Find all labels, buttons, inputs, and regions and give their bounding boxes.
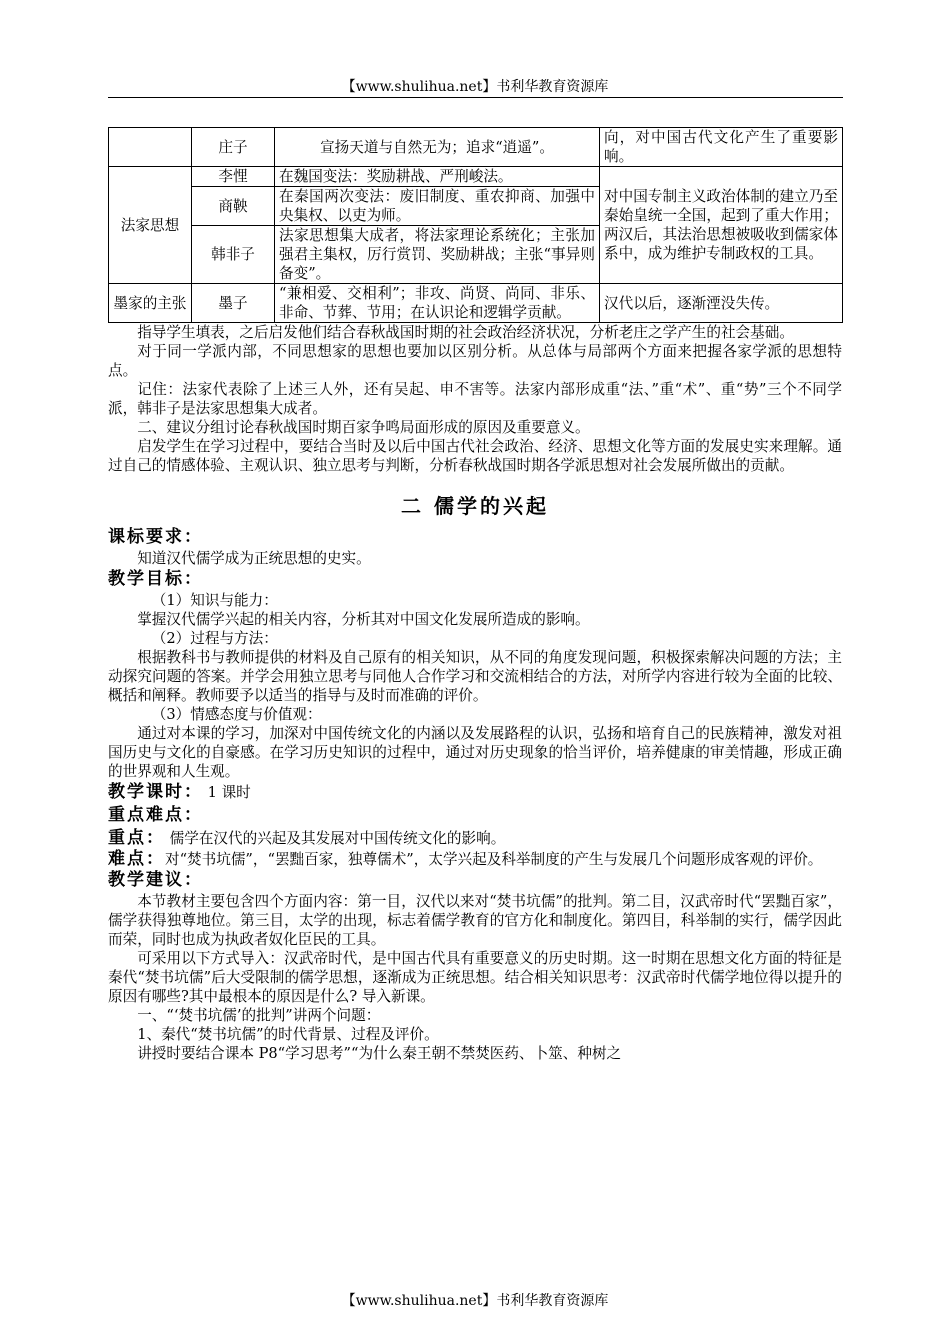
philosophy-table [108,127,843,323]
idea-cell: “兼相爱、交相利”；非攻、尚贤、尚同、非乐、非命、节葬、节用；在认识论和逻辑学贡献。 [275,284,600,323]
paragraph: 指导学生填表，之后启发他们结合春秋战国时期的社会政治经济状况，分析老庄之学产生的社会基础。 [137,324,794,341]
person-cell: 韩非子 [192,226,275,284]
person-cell: 庄子 [192,128,275,167]
heading-advice: 教学建议： [108,870,203,890]
paragraph: 一、“‘焚书坑儒’的批判”讲两个问题： [137,1007,381,1024]
table-row [109,284,843,323]
goal-label: （1）知识与能力： [151,592,278,609]
school-cell [109,128,192,167]
table-row [109,128,843,167]
key-text: 儒学在汉代的兴起及其发展对中国传统文化的影响。 [169,830,506,847]
person-cell: 墨子 [192,284,275,323]
heading-goals: 教学目标： [108,569,203,589]
paragraph: 启发学生在学习过程中，要结合当时及以后中国古代社会政治、经济、思想文化等方面的发展史实来理解。通过自己的情感体验、主观认识、独立思考与判断，分析春秋战国时期各学派思想对社会发展所做出的贡献。 [108,438,842,474]
paragraph: 通过对本课的学习，加深对中国传统文化的内涵以及发展路程的认识，弘扬和培育自己的民族精神，激发对祖国历史与文化的自豪感。在学习历史知识的过程中，通过对历史现象的恰当评价，培养健康的审美情趣，形成正确的世界观和人生观。 [108,725,842,780]
goal-label: （2）过程与方法： [151,630,278,647]
influence-cell: 汉代以后，逐渐湮没失传。 [600,284,843,323]
influence-cell: 向，对中国古代文化产生了重要影响。 [600,128,843,167]
heading-standard: 课标要求： [108,527,203,547]
school-cell: 法家思想 [109,167,192,284]
heading-hours: 教学课时： [108,782,203,802]
paragraph: 记住：法家代表除了上述三人外，还有吴起、申不害等。法家内部形成重“法、”重“术”、重“势”三个不同学派，韩非子是法家思想集大成者。 [108,381,842,417]
school-cell: 墨家的主张 [109,284,192,323]
document-body [108,127,842,1063]
paragraph: 知道汉代儒学成为正统思想的史实。 [137,550,371,567]
idea-cell: 宣扬天道与自然无为；追求“逍遥”。 [275,128,600,167]
paragraph: 1、秦代“焚书坑儒”的时代背景、过程及评价。 [137,1026,439,1043]
hours-value: 1 课时 [207,784,251,801]
section-title: 二 儒学的兴起 [401,494,549,518]
idea-cell: 在秦国两次变法：废旧制度、重农抑商、加强中央集权、以吏为师。 [275,187,600,226]
paragraph: 可采用以下方式导入：汉武帝时代，是中国古代具有重要意义的历史时期。这一时期在思想文化方面的特征是秦代“焚书坑儒”后大受限制的儒学思想，逐渐成为正统思想。结合相关知识思考：汉武帝时代儒学地位得以提升的原因有哪些?其中最根本的原因是什么? 导入新课。 [108,950,842,1005]
heading-key-difficult: 重点难点： [108,805,203,825]
heading-key: 重点： [108,828,165,848]
paragraph: 对于同一学派内部，不同思想家的思想也要加以区别分析。从总体与局部两个方面来把握各家学派的思想特点。 [108,343,842,379]
table-row [109,167,843,187]
idea-cell: 法家思想集大成者，将法家理论系统化；主张加强君主集权，厉行赏罚、奖励耕战；主张“事异则备变”。 [275,226,600,284]
person-cell: 商鞅 [192,187,275,226]
page-header: 【www.shulihua.net】书利华教育资源库 [341,79,609,95]
difficult-text: 对“焚书坑儒”，“罢黜百家，独尊儒术”，太学兴起及科举制度的产生与发展几个问题形成客观的评价。 [165,851,823,868]
person-cell: 李悝 [192,167,275,187]
influence-cell: 对中国专制主义政治体制的建立乃至秦始皇统一全国，起到了重大作用；两汉后，其法治思想被吸收到儒家体系中，成为维护专制政权的工具。 [600,167,843,284]
paragraph: 掌握汉代儒学兴起的相关内容，分析其对中国文化发展所造成的影响。 [137,611,590,628]
paragraph: 讲授时要结合课本 P8“学习思考”“为什么秦王朝不禁焚医药、卜筮、种树之 [137,1045,622,1062]
header-rule [108,97,843,98]
goal-label: （3）情感态度与价值观： [151,706,322,723]
paragraph: 本节教材主要包含四个方面内容：第一目，汉代以来对“焚书坑儒”的批判。第二目，汉武帝时代“罢黜百家”，儒学获得独尊地位。第三目，太学的出现，标志着儒学教育的官方化和制度化。第四目，科举制的实行，儒学因此而荣，同时也成为执政者奴化臣民的工具。 [108,893,842,948]
idea-cell: 在魏国变法：奖励耕战、严刑峻法。 [275,167,600,187]
heading-difficult: 难点： [108,849,165,869]
paragraph: 二、建议分组讨论春秋战国时期百家争鸣局面形成的原因及重要意义。 [137,419,590,436]
page-footer: 【www.shulihua.net】书利华教育资源库 [341,1293,609,1309]
paragraph: 根据教科书与教师提供的材料及自己原有的相关知识，从不同的角度发现问题，积极探索解决问题的方法；主动探究问题的答案。并学会用独立思考与同他人合作学习和交流相结合的方法，对所学内容进行较为全面的比较、概括和阐释。教师要予以适当的指导与及时而准确的评价。 [108,649,842,704]
